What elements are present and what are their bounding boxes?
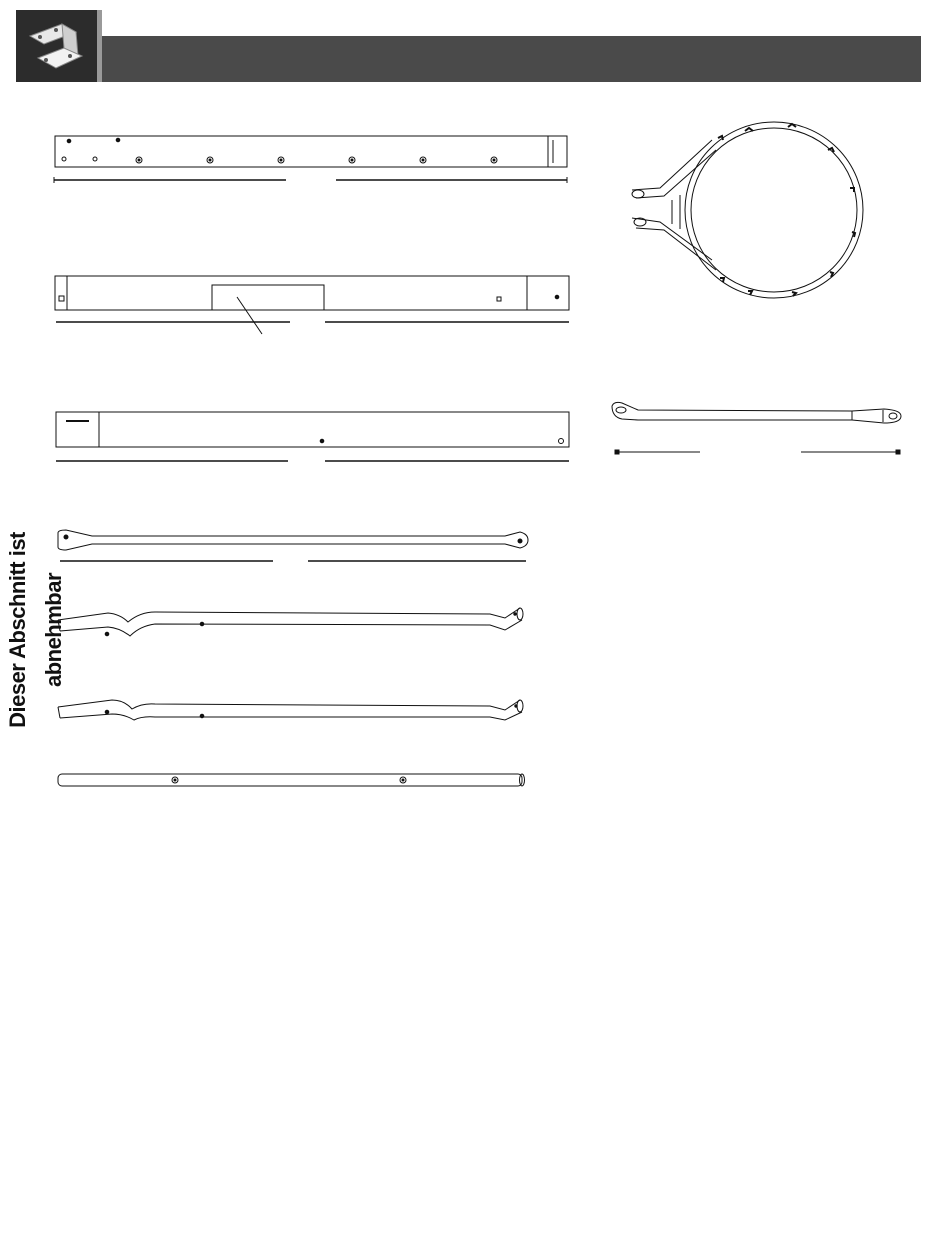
- pole-section-top: [54, 136, 567, 183]
- round-tube: [58, 774, 525, 786]
- straight-brace: [58, 530, 528, 561]
- rim-brace: [612, 402, 901, 454]
- bent-tube-lower: [58, 700, 523, 720]
- detachable-section-label: Dieser Abschnitt ist abnehmbar: [5, 532, 66, 728]
- pole-section-bottom: [56, 412, 569, 461]
- rim-with-net-hooks: [632, 122, 863, 298]
- bent-tube-upper: [58, 608, 523, 636]
- pole-section-middle: [55, 276, 569, 334]
